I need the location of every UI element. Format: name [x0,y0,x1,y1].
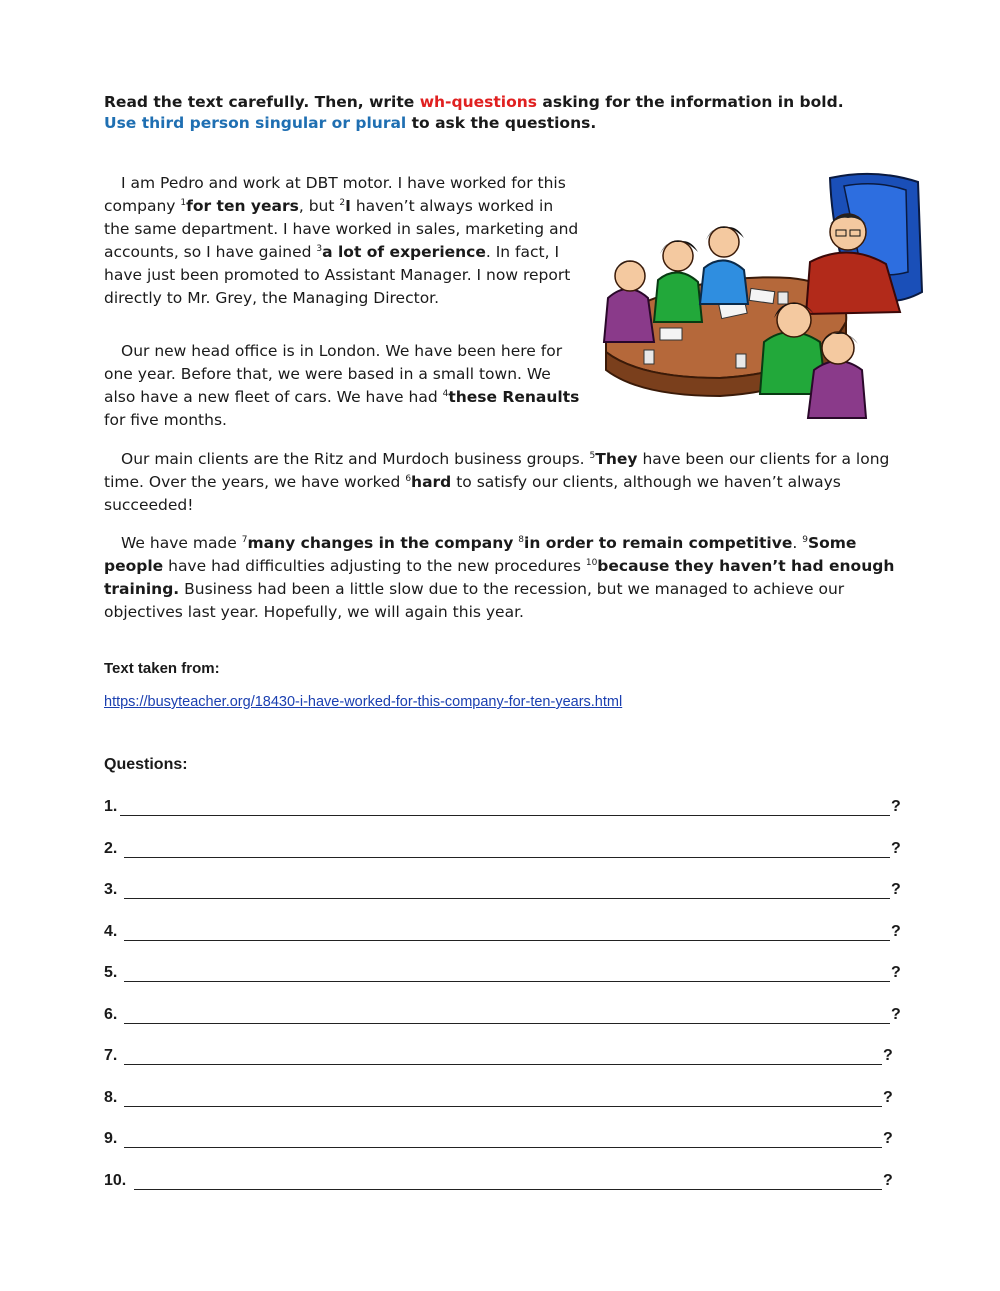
question-number: 1. [104,798,118,815]
answer-line[interactable] [124,1064,882,1065]
question-number: 5. [104,964,118,981]
instruction-text: Read the text carefully. Then, write [104,93,420,111]
question-number: 4. [104,922,118,940]
questions-list [104,798,904,1213]
answer-line[interactable] [134,1189,882,1190]
question-row [104,881,904,923]
question-row [104,923,904,965]
question-row [104,964,904,1006]
text: for five months. [104,411,227,429]
superscript: 2 [339,198,346,208]
question-mark: ? [891,1005,901,1023]
answer-line[interactable] [124,981,890,982]
text: have had difficulties adjusting to the new procedures [163,557,586,575]
questions-title: Questions: [104,756,188,773]
question-mark: ? [883,1130,893,1147]
question-row [104,1172,904,1214]
question-mark: ? [883,1171,893,1189]
bold-info: for ten years [186,197,299,215]
question-row [104,1089,904,1131]
meeting-illustration [600,172,928,428]
text: I am Pedro and work at DBT motor. I have worked for this company [104,174,566,215]
answer-line[interactable] [124,857,890,858]
bold-info: these Renaults [448,388,580,406]
question-row [104,1047,904,1089]
question-number: 6. [104,1005,118,1023]
superscript: 5 [589,451,596,461]
text: Business had been a little slow due to the recession, but we managed to achieve our objectives last year. Hopefully, we will again this year. [104,580,845,621]
question-number: 2. [104,839,118,857]
question-number: 10. [104,1171,127,1189]
question-row [104,1006,904,1048]
text: , but [298,197,340,215]
bold-info: I [345,197,351,215]
question-number: 9. [104,1130,118,1147]
superscript: 9 [802,535,808,545]
bold-info: They [595,450,638,468]
text: Our new head office is in London. We have been here for one year. Before that, we were based in a small town. We also have a new fleet of cars. We have had [104,342,563,406]
answer-line[interactable] [124,1023,890,1024]
bold-info: a lot of experience [322,243,486,261]
bold-info: many changes in the company [247,534,514,552]
text: We have made [121,534,242,552]
superscript: 8 [518,535,525,545]
answer-line[interactable] [120,815,890,816]
question-mark: ? [891,881,901,898]
superscript: 4 [442,389,449,399]
instruction-text: to ask the questions. [406,114,597,132]
answer-line[interactable] [124,1106,882,1107]
paragraph-1 [104,172,580,310]
question-row [104,840,904,882]
paragraph-2 [104,340,580,432]
question-mark: ? [883,1088,893,1106]
answer-line[interactable] [124,1147,882,1148]
text: . In fact, I have just been promoted to Assistant Manager. I now report directly to Mr. Grey, the Managing Director. [104,243,571,307]
bold-info: Some people [104,534,857,575]
question-number: 3. [104,881,118,898]
paragraph-4 [104,532,900,624]
question-row [104,1130,904,1172]
paragraph-3 [104,448,900,517]
source-label: Text taken from: [104,660,220,677]
question-number: 8. [104,1088,118,1106]
text: . [792,534,803,552]
question-mark: ? [891,839,901,857]
instruction-text: asking for the information in bold. [536,93,844,111]
text: Our main clients are the Ritz and Murdoch business groups. [121,450,590,468]
bold-info: because they haven’t had enough training. [104,557,895,598]
question-mark: ? [891,922,901,940]
instruction-highlight-blue: Use third person singular or plural [104,114,407,132]
question-number: 7. [104,1047,118,1064]
source-link[interactable]: https://busyteacher.org/18430-i-have-worked-for-this-company-for-ten-years.html [104,694,623,710]
worksheet [104,92,904,1189]
text: to satisfy our clients, although we haven’t always succeeded! [104,473,841,514]
bold-info: in order to remain competitive [524,534,793,552]
superscript: 6 [405,474,412,484]
question-mark: ? [891,964,901,981]
question-mark: ? [891,798,901,815]
bold-info: hard [411,473,452,491]
instructions [104,92,904,134]
answer-line[interactable] [124,898,890,899]
question-mark: ? [883,1047,893,1064]
answer-line[interactable] [124,940,890,941]
instruction-highlight-red: wh-questions [419,93,537,111]
superscript: 1 [180,198,187,208]
question-row [104,798,904,840]
superscript: 10 [585,558,598,568]
text: have been our clients for a long time. Over the years, we have worked [104,450,890,491]
superscript: 3 [316,244,323,254]
superscript: 7 [241,535,248,545]
text: haven’t always worked in the same department. I have worked in sales, marketing and accounts, so I have gained [104,197,579,261]
